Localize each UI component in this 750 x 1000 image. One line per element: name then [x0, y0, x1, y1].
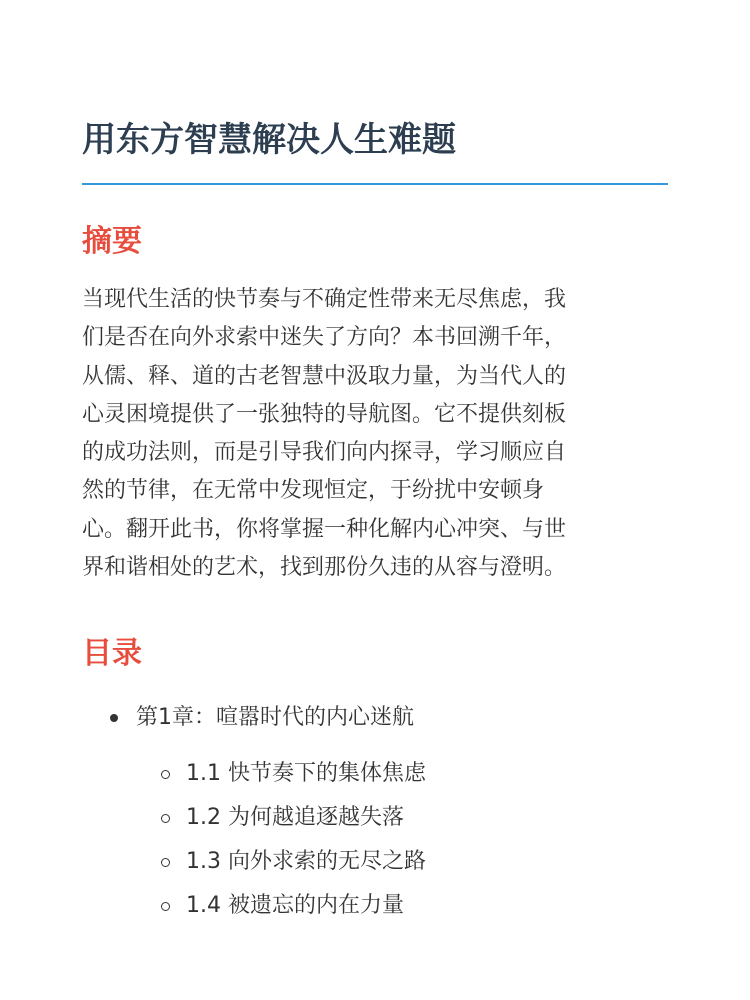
- abstract-line: 当现代生活的快节奏与不确定性带来无尽焦虑，我: [82, 287, 567, 312]
- abstract-line: 界和谐相处的艺术，找到那份久违的从容与澄明。: [82, 555, 567, 581]
- toc-chapter-item: [110, 702, 414, 734]
- abstract-paragraph: [82, 281, 668, 587]
- toc-section-item: [161, 758, 426, 790]
- bullet-circle-icon: [161, 902, 170, 911]
- bullet-disc-icon: [110, 714, 118, 722]
- toc-section-item: [161, 890, 404, 922]
- toc-section-label: 1.2 为何越追逐越失落: [186, 805, 404, 830]
- abstract-line: 从儒、释、道的古老智慧中汲取力量，为当代人的: [82, 363, 567, 389]
- toc-chapter-label: 第1章：喧嚣时代的内心迷航: [136, 705, 414, 730]
- bullet-circle-icon: [161, 858, 170, 867]
- abstract-line: 心。翻开此书，你将掌握一种化解内心冲突、与世: [82, 516, 567, 542]
- bullet-circle-icon: [161, 814, 170, 823]
- title-divider: [82, 183, 668, 185]
- abstract-line: 心灵困境提供了一张独特的导航图。它不提供刻板: [82, 401, 567, 427]
- toc-heading: 目录: [82, 636, 142, 671]
- toc-section-label: 1.1 快节奏下的集体焦虑: [186, 761, 426, 786]
- abstract-line: 们是否在向外求索中迷失了方向？本书回溯千年，: [82, 325, 567, 351]
- toc-section-item: [161, 846, 426, 878]
- document-title: 用东方智慧解决人生难题: [82, 120, 456, 160]
- abstract-line: 然的节律，在无常中发现恒定，于纷扰中安顿身: [82, 478, 545, 504]
- abstract-heading: 摘要: [82, 224, 142, 259]
- toc-section-label: 1.3 向外求索的无尽之路: [186, 849, 426, 874]
- toc-section-item: [161, 802, 404, 834]
- abstract-line: 的成功法则，而是引导我们向内探寻，学习顺应自: [82, 440, 567, 466]
- bullet-circle-icon: [161, 770, 170, 779]
- toc-section-label: 1.4 被遗忘的内在力量: [186, 893, 404, 918]
